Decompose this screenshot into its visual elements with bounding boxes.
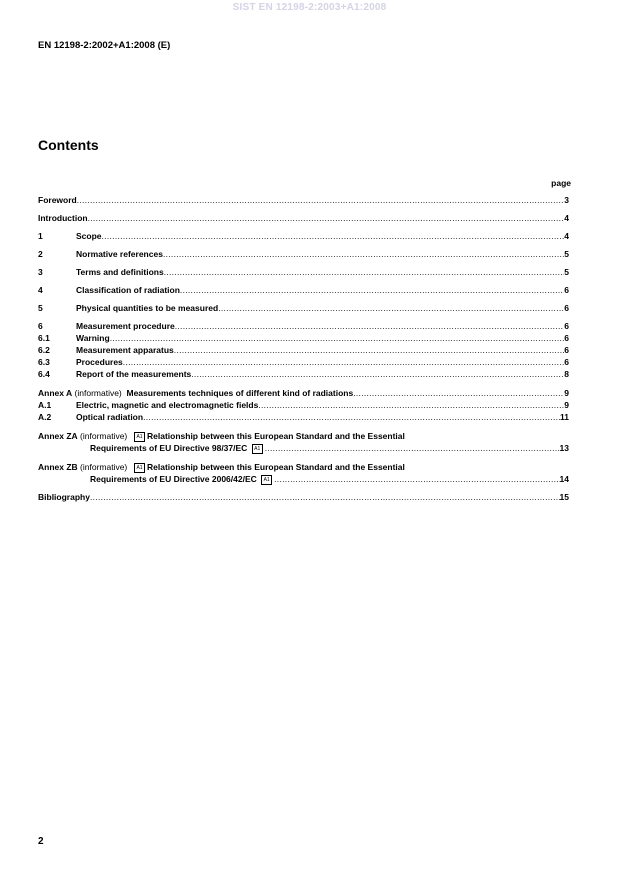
- toc-page: 5: [564, 249, 569, 259]
- toc-number: A.2: [38, 412, 52, 422]
- toc-page: 4: [564, 231, 569, 241]
- toc-label: [38, 388, 353, 399]
- toc-label: Introduction: [38, 213, 88, 223]
- leader-dots: [123, 357, 564, 368]
- amendment-start-marker: A1: [134, 432, 145, 442]
- annex-informative: (informative): [77, 431, 128, 441]
- toc-entry-normative-references[interactable]: [38, 249, 569, 260]
- leader-dots: [265, 443, 560, 454]
- leader-dots: [88, 213, 565, 224]
- toc-label: Report of the measurements: [76, 369, 192, 379]
- toc-entry-annex-zb-line1[interactable]: [38, 462, 405, 473]
- leader-dots: [164, 267, 565, 278]
- toc-entry-scope[interactable]: [38, 231, 569, 242]
- leader-dots: [353, 388, 564, 399]
- toc-page: 4: [564, 213, 569, 223]
- toc-label: Physical quantities to be measured: [76, 303, 219, 313]
- toc-number: 3: [38, 267, 43, 277]
- toc-entry-optical-radiation[interactable]: [38, 412, 569, 423]
- annex-informative: (informative): [77, 462, 128, 472]
- leader-dots: [110, 333, 565, 344]
- toc-page: 5: [564, 267, 569, 277]
- toc-entry-annex-a[interactable]: [38, 388, 569, 399]
- annex-title: Relationship between this European Standard and the Essential: [147, 431, 405, 441]
- annex-title-cont: Requirements of EU Directive 2006/42/EC: [90, 474, 257, 484]
- toc-entry-report[interactable]: [38, 369, 569, 380]
- leader-dots: [258, 400, 564, 411]
- leader-dots: [102, 231, 565, 242]
- annex-prefix: Annex A: [38, 388, 73, 398]
- toc-number: 2: [38, 249, 43, 259]
- toc-page: 3: [564, 195, 569, 205]
- annex-title: Relationship between this European Standard and the Essential: [147, 462, 405, 472]
- toc-entry-measurement-apparatus[interactable]: [38, 345, 569, 356]
- toc-number: 6.2: [38, 345, 50, 355]
- toc-label: [90, 443, 265, 454]
- leader-dots: [163, 249, 564, 260]
- toc-entry-classification[interactable]: [38, 285, 569, 296]
- toc-number: 1: [38, 231, 43, 241]
- page-number: 2: [38, 836, 44, 847]
- toc-label: Normative references: [76, 249, 163, 259]
- toc-label: Measurement procedure: [76, 321, 175, 331]
- toc-entry-introduction[interactable]: [38, 213, 569, 224]
- toc-entry-foreword[interactable]: [38, 195, 569, 206]
- toc-label: Bibliography: [38, 492, 90, 502]
- leader-dots: [191, 369, 564, 380]
- toc-entry-bibliography[interactable]: [38, 492, 569, 503]
- toc-page: 9: [564, 388, 569, 398]
- leader-dots: [77, 195, 565, 206]
- amendment-end-marker: A1: [261, 475, 272, 485]
- toc-entry-physical-quantities[interactable]: [38, 303, 569, 314]
- toc-page: 11: [560, 412, 569, 422]
- toc-page: 9: [564, 400, 569, 410]
- toc-page: 6: [564, 357, 569, 367]
- toc-entry-annex-za-line2[interactable]: [90, 443, 569, 454]
- toc-page: 6: [564, 345, 569, 355]
- toc-number: 5: [38, 303, 43, 313]
- toc-page: 6: [564, 321, 569, 331]
- toc-entry-procedures[interactable]: [38, 357, 569, 368]
- toc-page: 6: [564, 333, 569, 343]
- toc-label: Terms and definitions: [76, 267, 164, 277]
- toc-entry-fields[interactable]: [38, 400, 569, 411]
- page-column-header: page: [551, 178, 571, 188]
- watermark: SIST EN 12198-2:2003+A1:2008: [232, 2, 387, 13]
- toc-number: 4: [38, 285, 43, 295]
- toc-number: 6.1: [38, 333, 50, 343]
- annex-prefix: Annex ZA: [38, 431, 78, 441]
- amendment-end-marker: A1: [252, 444, 263, 454]
- leader-dots: [175, 321, 565, 332]
- toc-number: A.1: [38, 400, 52, 410]
- toc-number: 6.4: [38, 369, 50, 379]
- toc-number: 6.3: [38, 357, 50, 367]
- toc-label: Optical radiation: [76, 412, 144, 422]
- leader-dots: [274, 474, 559, 485]
- toc-label: Electric, magnetic and electromagnetic fields: [76, 400, 259, 410]
- toc-page: 14: [559, 474, 569, 484]
- toc-page: 15: [559, 492, 569, 502]
- toc-label: Warning: [76, 333, 110, 343]
- toc-entry-terms-definitions[interactable]: [38, 267, 569, 278]
- document-id: EN 12198-2:2002+A1:2008 (E): [38, 40, 171, 51]
- toc-entry-warning[interactable]: [38, 333, 569, 344]
- leader-dots: [174, 345, 564, 356]
- toc-page: 13: [559, 443, 569, 453]
- toc-page: 6: [564, 285, 569, 295]
- toc-entry-annex-zb-line2[interactable]: [90, 474, 569, 485]
- annex-prefix: Annex ZB: [38, 462, 78, 472]
- toc-label: Procedures: [76, 357, 123, 367]
- leader-dots: [180, 285, 564, 296]
- toc-number: 6: [38, 321, 43, 331]
- toc-label: Foreword: [38, 195, 77, 205]
- toc-label: Classification of radiation: [76, 285, 180, 295]
- leader-dots: [90, 492, 560, 503]
- leader-dots: [218, 303, 564, 314]
- toc-entry-measurement-procedure[interactable]: [38, 321, 569, 332]
- amendment-start-marker: A1: [134, 463, 145, 473]
- annex-title: Measurements techniques of different kind of radiations: [126, 388, 354, 398]
- toc-page: 8: [564, 369, 569, 379]
- toc-label: Scope: [76, 231, 102, 241]
- annex-title-cont: Requirements of EU Directive 98/37/EC: [90, 443, 248, 453]
- toc-label: Measurement apparatus: [76, 345, 174, 355]
- leader-dots: [143, 412, 560, 423]
- annex-informative: (informative): [72, 388, 122, 398]
- toc-page: 6: [564, 303, 569, 313]
- toc-label: [90, 474, 274, 485]
- toc-entry-annex-za-line1[interactable]: [38, 431, 405, 442]
- page-title: Contents: [38, 137, 99, 153]
